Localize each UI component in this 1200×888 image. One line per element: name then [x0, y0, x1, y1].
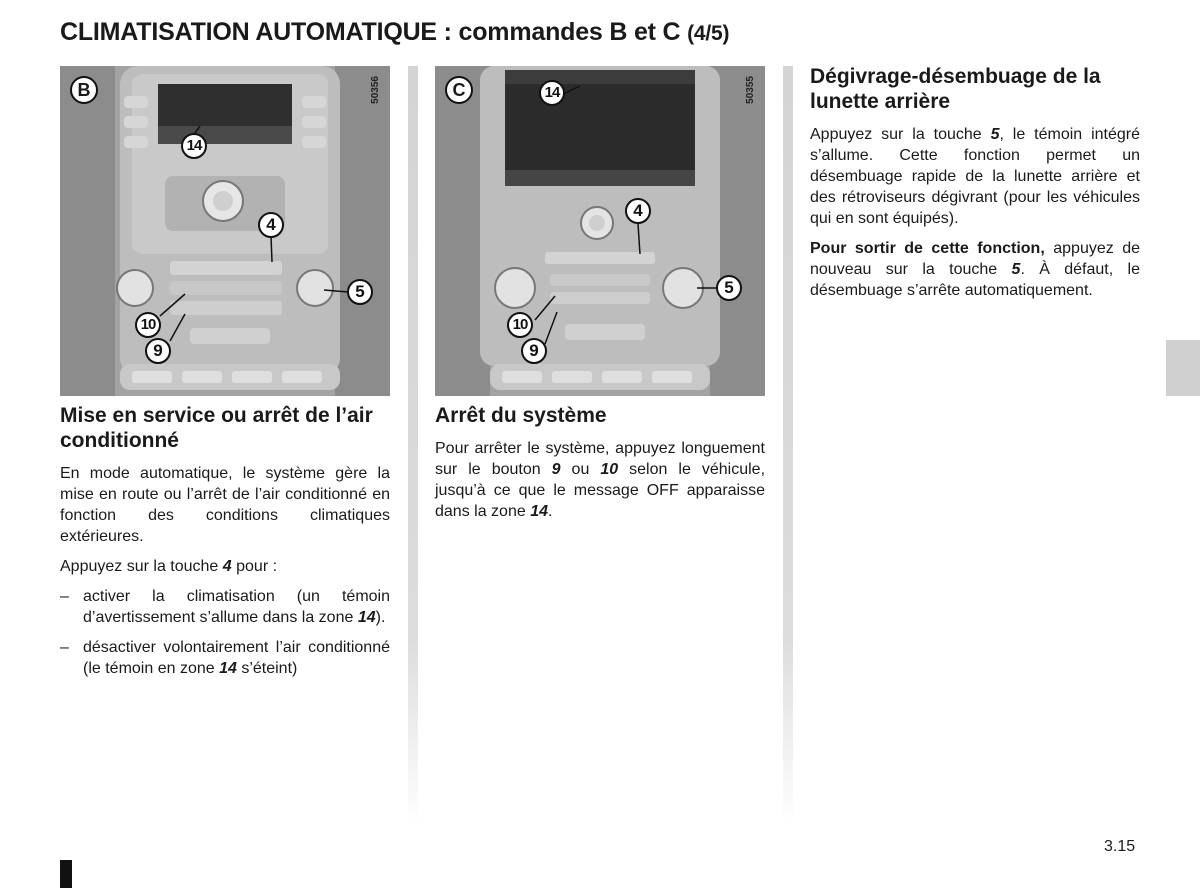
text-span: .	[547, 503, 553, 520]
bold-lead: Pour sortir de cette fonction,	[810, 240, 1045, 257]
corner-crop-bar	[60, 860, 72, 888]
button-reference: 10	[600, 461, 619, 478]
callout-10: 10	[135, 312, 161, 338]
paragraph	[435, 438, 765, 522]
list-item	[60, 586, 390, 628]
text-span: désactiver volontairement l’air conditionné (le témoin en zone	[83, 639, 390, 677]
key-reference: 5	[1011, 261, 1021, 278]
text-span: s’éteint)	[236, 660, 298, 677]
page-number: 3.15	[1104, 838, 1136, 855]
section-heading: Arrêt du système	[435, 404, 607, 427]
text-span: ).	[375, 609, 386, 626]
dashboard-illustration-b	[60, 66, 390, 396]
key-reference: 4	[222, 558, 232, 575]
section-heading: Mise en service ou arrêt de l’air conditionné	[60, 404, 373, 452]
paragraph	[810, 238, 1140, 301]
zone-reference: 14	[357, 609, 376, 626]
page-title-main: CLIMATISATION AUTOMATIQUE : commandes B et C	[60, 18, 681, 46]
callout-4: 4	[625, 198, 651, 224]
key-reference: 5	[990, 126, 1000, 143]
figure-c	[435, 66, 765, 396]
chapter-tab-marker	[1166, 340, 1200, 396]
callout-9: 9	[521, 338, 547, 364]
dash-bullet: –	[60, 639, 69, 656]
text-span: Appuyez sur la touche	[60, 558, 223, 575]
callout-5: 5	[716, 275, 742, 301]
section-system-off	[435, 403, 765, 531]
button-reference: 9	[551, 461, 561, 478]
page-title	[60, 18, 729, 47]
text-span: selon le véhicule, jusqu’à ce que le message OFF apparaisse dans la zone	[435, 461, 766, 520]
paragraph	[810, 124, 1140, 229]
text-span: activer la climatisation (un témoin d’avertissement s’allume dans la zone	[83, 588, 390, 626]
figure-label-b: B	[70, 76, 98, 104]
text-span: Appuyez sur la touche	[810, 126, 991, 143]
figure-b	[60, 66, 390, 396]
text-span: Pour arrêter le système, appuyez longuement sur le bouton	[435, 440, 765, 478]
section-ac-on-off	[60, 403, 390, 688]
figure-code: 50355	[745, 76, 756, 104]
callout-5: 5	[347, 279, 373, 305]
figure-label-c: C	[445, 76, 473, 104]
text-span: appuyez de nouveau sur la touche	[810, 240, 1141, 278]
callout-14: 14	[181, 133, 207, 159]
callout-10: 10	[507, 312, 533, 338]
zone-reference: 14	[219, 660, 237, 677]
dashboard-illustration-c	[435, 66, 765, 396]
paragraph: En mode automatique, le système gère la mise en route ou l’arrêt de l’air conditionné en fonction des conditions climatiques extérieures.	[60, 465, 390, 545]
callout-4: 4	[258, 212, 284, 238]
figure-code: 50356	[370, 76, 381, 104]
text-span: pour :	[231, 558, 278, 575]
callout-9: 9	[145, 338, 171, 364]
text-span: . À défaut, le désembuage s’arrête automatiquement.	[810, 261, 1140, 299]
column-separator	[408, 66, 418, 826]
page-title-part: (4/5)	[687, 22, 730, 45]
zone-reference: 14	[530, 503, 548, 520]
text-span: ou	[560, 461, 601, 478]
list-item	[60, 637, 390, 679]
section-heading: Dégivrage-désembuage de la lunette arrière	[810, 65, 1101, 113]
section-rear-defrost	[810, 64, 1140, 310]
column-separator	[783, 66, 793, 826]
callout-14: 14	[539, 80, 565, 106]
text-span: , le témoin intégré s’allume. Cette fonction permet un désembuage rapide de la lunette arrière et des rétroviseurs dégivrant (pour les véhicules qui en sont équipés).	[810, 126, 1140, 227]
paragraph	[60, 556, 390, 577]
dash-bullet: –	[60, 588, 69, 605]
